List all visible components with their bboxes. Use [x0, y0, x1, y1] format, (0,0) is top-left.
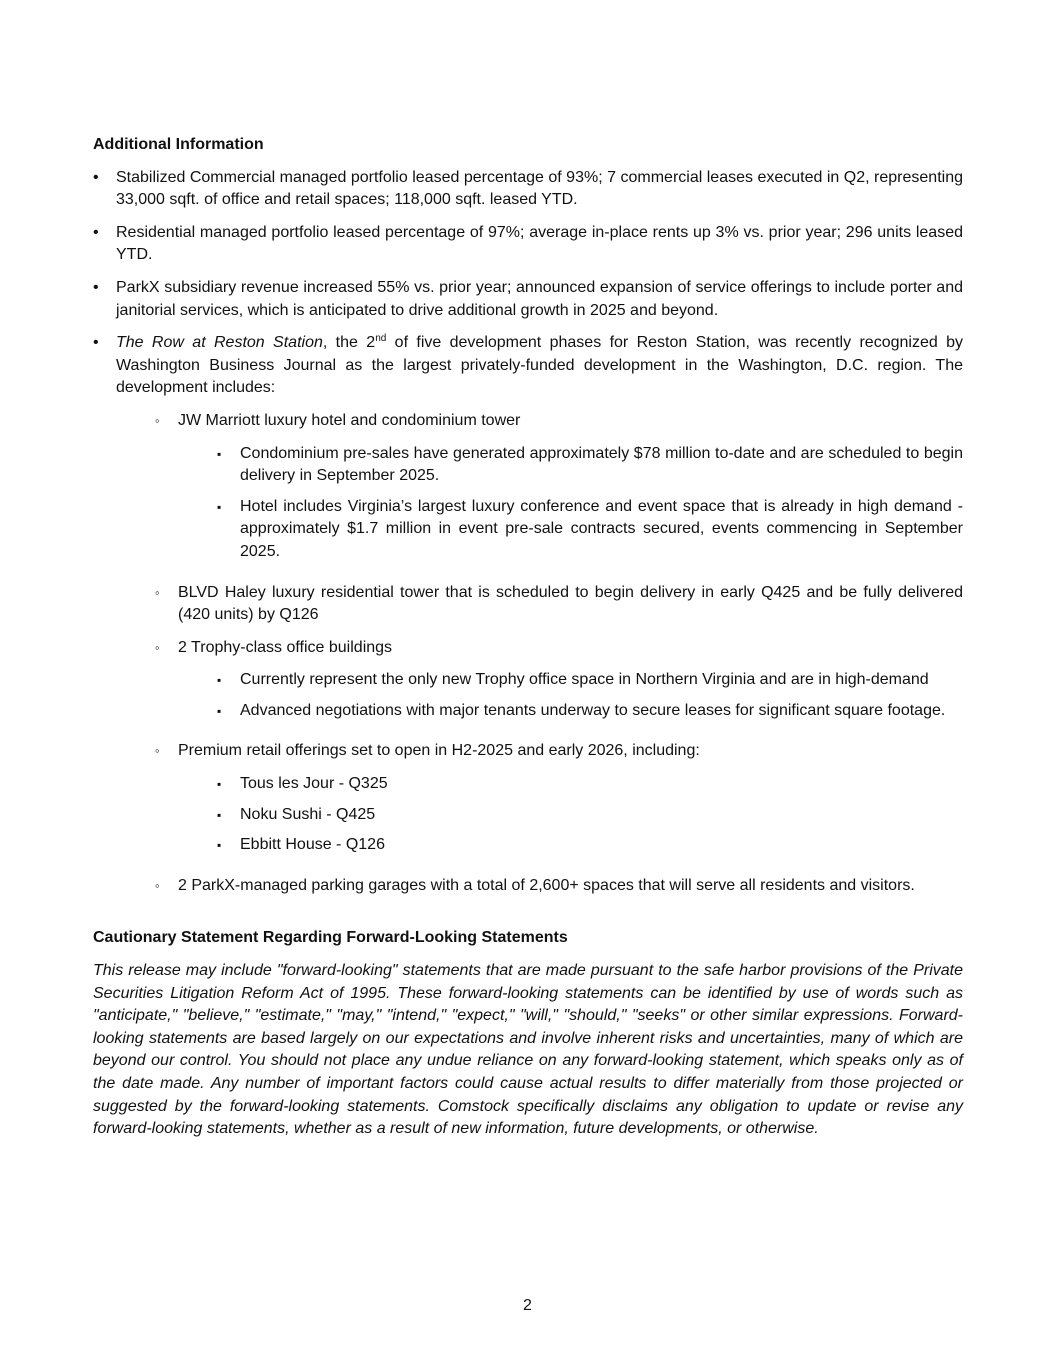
sub-bullet-marker: ◦ — [155, 877, 160, 893]
sub-bullet-marker: ◦ — [155, 639, 160, 655]
document-page — [93, 134, 963, 1141]
detail-text: Hotel includes Virginia’s largest luxury conference and event space that is already in high demand - approximately $1.7 million in event pre-sale contracts secured, events commencing in September 2025. — [240, 497, 963, 560]
detail-text: Condominium pre-sales have generated approximately $78 million to-date and are scheduled to begin delivery in September 2025. — [240, 444, 963, 485]
section-heading-cautionary-statement: Cautionary Statement Regarding Forward-Looking Statements — [93, 929, 568, 947]
bullet-text: Stabilized Commercial managed portfolio leased percentage of 93%; 7 commercial leases executed in Q2, representing 33,000 sqft. of office and retail spaces; 118,000 sqft. leased YTD. — [116, 168, 963, 209]
detail-condominium-presales — [217, 443, 963, 488]
sub-bullet-text: JW Marriott luxury hotel and condominium tower — [178, 411, 521, 429]
detail-tenant-negotiations — [217, 700, 963, 723]
italic-project-name: The Row at Reston Station — [116, 334, 323, 352]
cautionary-statement-body: This release may include "forward-looking" statements that are made pursuant to the safe harbor provisions of the Private Securities Litigation Reform Act of 1995. These forward-looking statements can be identified by use of words such as "anticipate," "believe," "estimate," "may," "intend," "expect," "will," "should," "seeks" or other similar expressions. Forward-looking statements are based largely on our expectations and involve inherent risks and uncertainties, many of which are beyond our control. You should not place any undue reliance on any forward-looking statement, which speaks only as of the date made. Any number of important factors could cause actual results to differ materially from those projected or suggested by the forward-looking statements. Comstock specifically disclaims any obligation to update or revise any forward-looking statements, whether as a result of new information, future developments, or otherwise. — [93, 962, 963, 1138]
detail-trophy-space — [217, 669, 963, 692]
sub-bullet-marker: ◦ — [155, 743, 160, 759]
detail-marker: ▪ — [217, 499, 222, 514]
sub-bullet-premium-retail — [155, 740, 963, 763]
detail-marker: ▪ — [217, 777, 222, 792]
sub-bullet-trophy-office — [155, 637, 963, 660]
bullet-residential-portfolio — [93, 222, 963, 267]
bullet-row-at-reston-station — [93, 332, 963, 400]
page-number: 2 — [523, 1297, 532, 1314]
bullet-marker: • — [93, 334, 99, 352]
sub-bullet-text: BLVD Haley luxury residential tower that is scheduled to begin delivery in early Q425 and be fully delivered (420 units) by Q126 — [178, 583, 963, 624]
ordinal-suffix: nd — [375, 333, 387, 345]
detail-retail-ebbitt-house — [217, 834, 963, 857]
bullet-marker: • — [93, 223, 99, 241]
detail-marker: ▪ — [217, 838, 222, 853]
detail-text: Tous les Jour - Q325 — [240, 775, 388, 793]
bullet-text-part: , the 2 — [322, 334, 376, 352]
bullet-text-part: of five development phases for Reston Station, was recently recognized by Washington Business Journal as the largest privately-funded development in the Washington, D.C. region. The development includes: — [116, 334, 963, 397]
sub-bullet-blvd-haley — [155, 582, 963, 627]
detail-marker: ▪ — [217, 807, 222, 822]
detail-marker: ▪ — [217, 673, 222, 688]
section-heading-additional-information: Additional Information — [93, 136, 264, 153]
sub-bullet-parking-garages — [155, 875, 963, 898]
bullet-text: Residential managed portfolio leased percentage of 97%; average in-place rents up 3% vs. prior year; 296 units leased YTD. — [116, 223, 963, 264]
sub-bullet-jw-marriott — [155, 410, 963, 433]
detail-marker: ▪ — [217, 703, 222, 718]
bullet-marker: • — [93, 278, 99, 296]
bullet-text — [116, 334, 963, 396]
sub-bullet-text: Premium retail offerings set to open in H2-2025 and early 2026, including: — [178, 742, 700, 760]
sub-bullet-marker: ◦ — [155, 584, 160, 600]
sub-bullet-text: 2 ParkX-managed parking garages with a total of 2,600+ spaces that will serve all residents and visitors. — [178, 876, 915, 894]
detail-retail-tous-les-jour — [217, 773, 963, 796]
detail-text: Ebbitt House - Q126 — [240, 836, 385, 854]
detail-hotel-conference — [217, 496, 963, 564]
detail-retail-noku-sushi — [217, 804, 963, 827]
bullet-parkx-revenue — [93, 277, 963, 322]
sub-bullet-marker: ◦ — [155, 412, 160, 428]
sub-bullet-text: 2 Trophy-class office buildings — [178, 638, 393, 656]
detail-text: Noku Sushi - Q425 — [240, 805, 376, 823]
bullet-text: ParkX subsidiary revenue increased 55% vs. prior year; announced expansion of service offerings to include porter and janitorial services, which is anticipated to drive additional growth in 2025 and beyond. — [116, 278, 963, 319]
bullet-marker: • — [93, 168, 99, 186]
detail-text: Advanced negotiations with major tenants underway to secure leases for significant square footage. — [240, 701, 946, 719]
detail-text: Currently represent the only new Trophy office space in Northern Virginia and are in high-demand — [240, 671, 929, 689]
detail-marker: ▪ — [217, 446, 222, 461]
bullet-commercial-portfolio — [93, 167, 963, 212]
